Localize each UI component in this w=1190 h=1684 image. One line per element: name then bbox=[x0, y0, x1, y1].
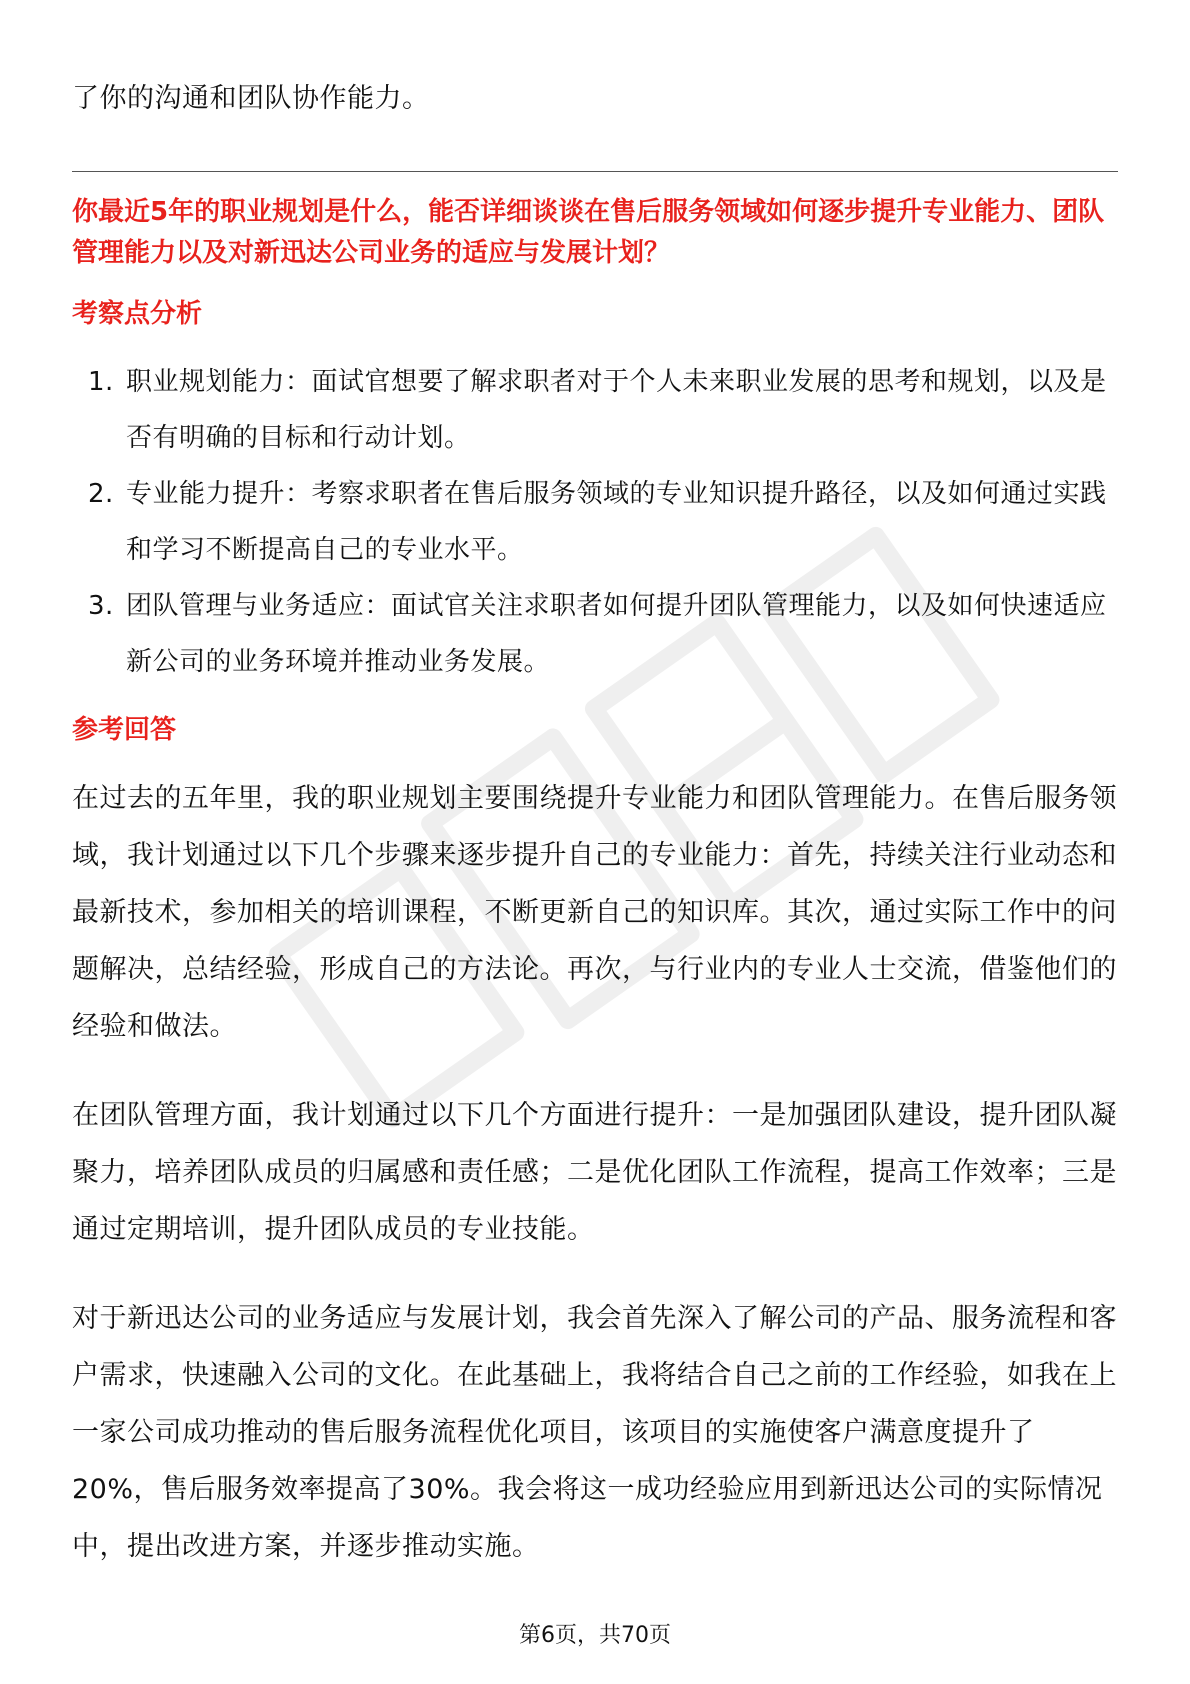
list-number: 2. bbox=[88, 479, 114, 509]
list-item-text: 团队管理与业务适应：面试官关注求职者如何提升团队管理能力，以及如何快速适应新公司的业务环境并推动业务发展。 bbox=[126, 591, 1107, 677]
answer-heading: 参考回答 bbox=[72, 715, 177, 745]
answer-paragraph: 对于新迅达公司的业务适应与发展计划，我会首先深入了解公司的产品、服务流程和客户需求，快速融入公司的文化。在此基础上，我将结合自己之前的工作经验，如我在上一家公司成功推动的售后服务流程优化项目，该项目的实施使客户满意度提升了20%，售后服务效率提高了30%。我会将这一成功经验应用到新迅达公司的实际情况中，提出改进方案，并逐步推动实施。 bbox=[72, 1303, 1117, 1562]
continued-paragraph: 了你的沟通和团队协作能力。 bbox=[72, 83, 430, 114]
list-item bbox=[72, 466, 1118, 578]
page-content bbox=[72, 70, 1118, 1575]
analysis-list bbox=[72, 354, 1118, 690]
list-number: 3. bbox=[88, 591, 114, 621]
list-item-text: 专业能力提升：考察求职者在售后服务领域的专业知识提升路径，以及如何通过实践和学习不断提高自己的专业水平。 bbox=[126, 479, 1107, 565]
interview-question: 你最近5年的职业规划是什么，能否详细谈谈在售后服务领域如何逐步提升专业能力、团队管理能力以及对新迅达公司业务的适应与发展计划？ bbox=[72, 197, 1105, 268]
section-divider bbox=[72, 171, 1118, 172]
answer-paragraph: 在过去的五年里，我的职业规划主要围绕提升专业能力和团队管理能力。在售后服务领域，我计划通过以下几个步骤来逐步提升自己的专业能力：首先，持续关注行业动态和最新技术，参加相关的培训课程，不断更新自己的知识库。其次，通过实际工作中的问题解决，总结经验，形成自己的方法论。再次，与行业内的专业人士交流，借鉴他们的经验和做法。 bbox=[72, 783, 1117, 1042]
page-number-footer: 第6页，共70页 bbox=[519, 1623, 671, 1648]
list-number: 1. bbox=[88, 367, 114, 397]
list-item bbox=[72, 578, 1118, 690]
answer-paragraph: 在团队管理方面，我计划通过以下几个方面进行提升：一是加强团队建设，提升团队凝聚力，培养团队成员的归属感和责任感；二是优化团队工作流程，提高工作效率；三是通过定期培训，提升团队成员的专业技能。 bbox=[72, 1100, 1117, 1245]
analysis-heading: 考察点分析 bbox=[72, 299, 203, 329]
list-item-text: 职业规划能力：面试官想要了解求职者对于个人未来职业发展的思考和规划，以及是否有明确的目标和行动计划。 bbox=[126, 367, 1107, 453]
list-item bbox=[72, 354, 1118, 466]
